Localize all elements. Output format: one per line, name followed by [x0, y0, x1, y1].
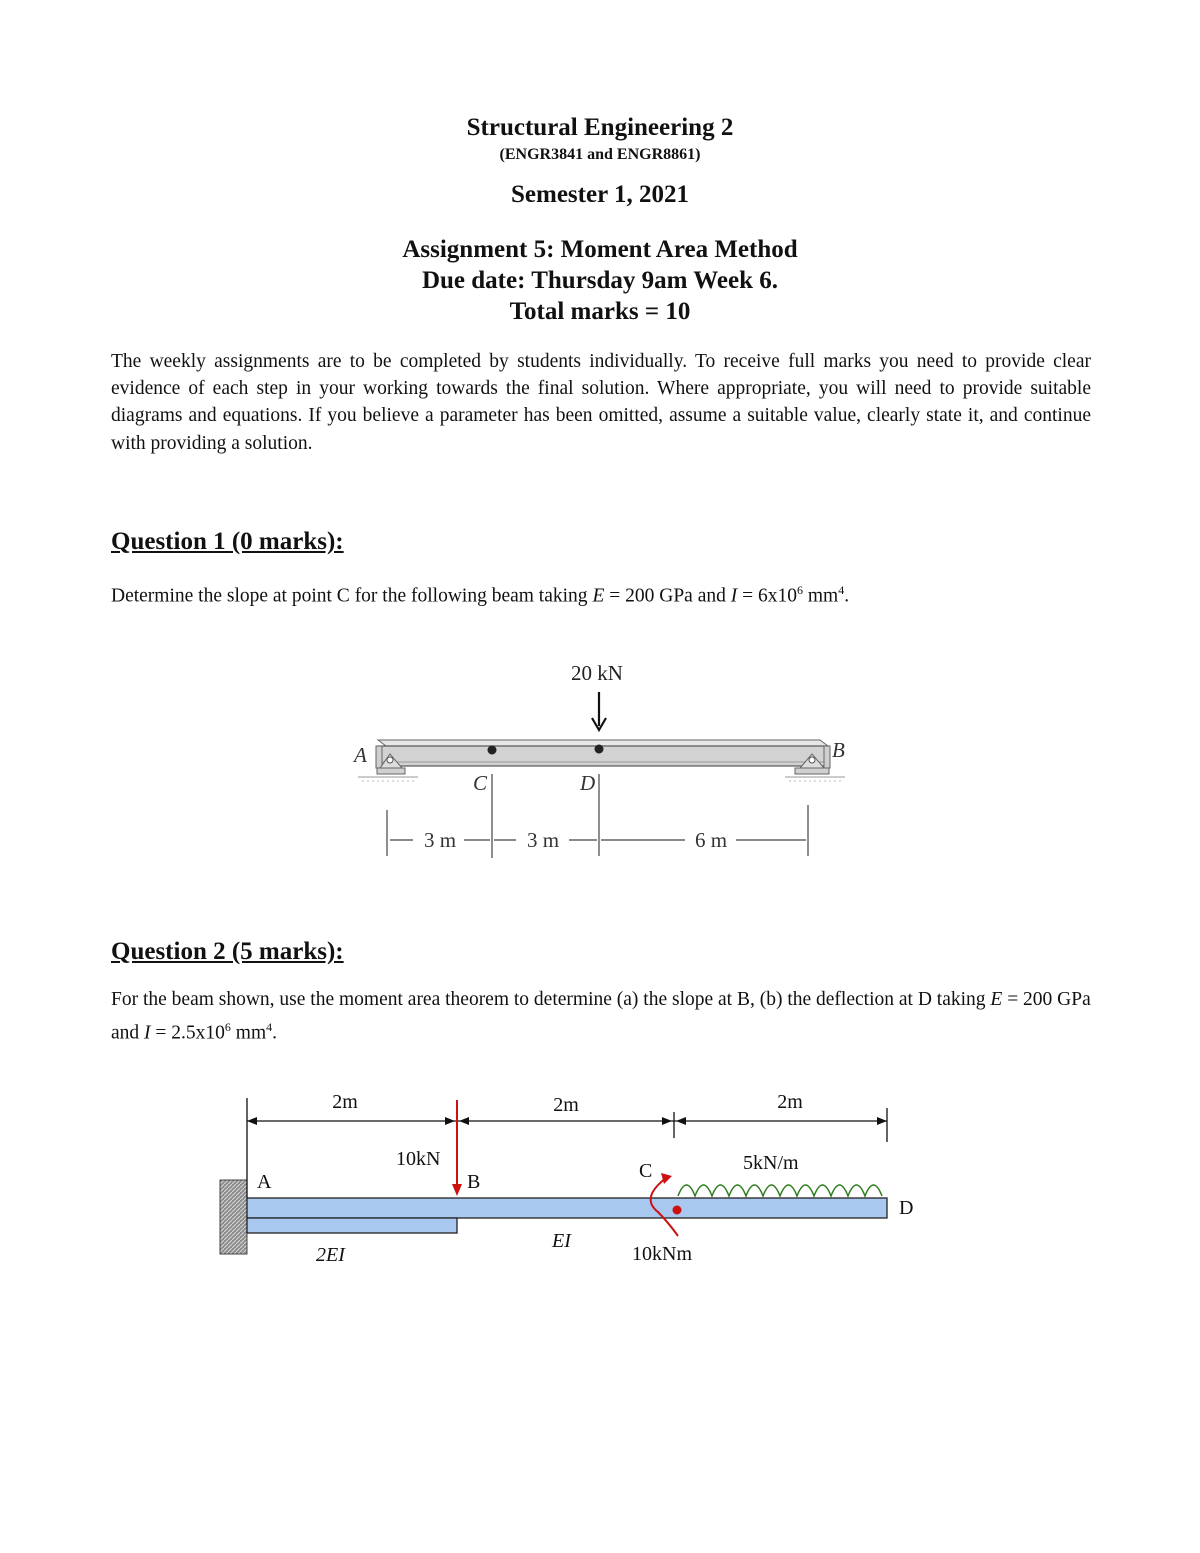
page-title: Structural Engineering 2 [466, 114, 734, 141]
question-1-heading: Question 1 (0 marks): [111, 528, 344, 555]
beam-segment-ei [247, 1198, 887, 1218]
stiffness-2ei: 2EI [316, 1244, 345, 1266]
question-2-beam-figure [200, 1080, 940, 1280]
question-2-text: For the beam shown, use the moment area theorem to determine (a) the slope at B, (b) the deflection at D taking E = 200 GPa and $I = 2.5x10^6$ $mm^4$. [111, 989, 1091, 1043]
fixed-wall [220, 1180, 247, 1254]
point-load-label: 10kN [396, 1148, 441, 1170]
distributed-load-label: 5kN/m [743, 1152, 799, 1174]
beam-q1 [378, 740, 828, 766]
moment-arrowhead [661, 1173, 672, 1184]
label-c: C [473, 771, 488, 795]
course-codes: (ENGR3841 and ENGR8861) [499, 146, 701, 163]
point-c-dot [488, 746, 497, 755]
point-load-arrow [452, 1100, 462, 1196]
label-b: B [832, 738, 845, 762]
question-1-beam-figure [340, 650, 860, 890]
beam-segment-2ei [247, 1218, 457, 1233]
question-2-heading: Question 2 (5 marks): [111, 938, 344, 965]
dim-label-ab: 2m [332, 1091, 358, 1113]
label-d: D [899, 1197, 914, 1219]
assignment-title: Assignment 5: Moment Area Method [402, 236, 798, 263]
load-label-20kn: 20 kN [571, 661, 623, 685]
distributed-load-wave [678, 1185, 882, 1196]
due-date: Due date: Thursday 9am Week 6. [421, 267, 779, 294]
total-marks: Total marks = 10 [509, 298, 691, 325]
stiffness-ei: EI [552, 1230, 571, 1252]
moment-label: 10kNm [632, 1243, 692, 1265]
dim-label-1: 3 m [423, 828, 457, 852]
point-d-dot [595, 745, 604, 754]
dim-label-2: 3 m [526, 828, 560, 852]
label-a: A [354, 743, 367, 767]
label-d: D [580, 771, 596, 795]
instructions-paragraph: The weekly assignments are to be completed by students individually. To receive full marks you need to provide clear evidence of each step in your working towards the final solution. Where appropriate, you will need to provide suitable diagrams and equations. If you believe a parameter has been omitted, assume a suitable value, clearly state it, and continue with providing a solution. [111, 351, 1091, 454]
dim-label-bc: 2m [553, 1094, 579, 1116]
dim-label-3: 6 m [694, 828, 728, 852]
dim-label-cd: 2m [777, 1091, 803, 1113]
label-c: C [639, 1160, 653, 1182]
label-a: A [257, 1171, 272, 1193]
label-b: B [467, 1171, 481, 1193]
question-1-text: Determine the slope at point C for the following beam taking E = 200 GPa and $I = 6x10^6$ $mm^4$. [111, 583, 850, 607]
moment-point-dot [673, 1206, 682, 1215]
semester: Semester 1, 2021 [511, 181, 689, 208]
